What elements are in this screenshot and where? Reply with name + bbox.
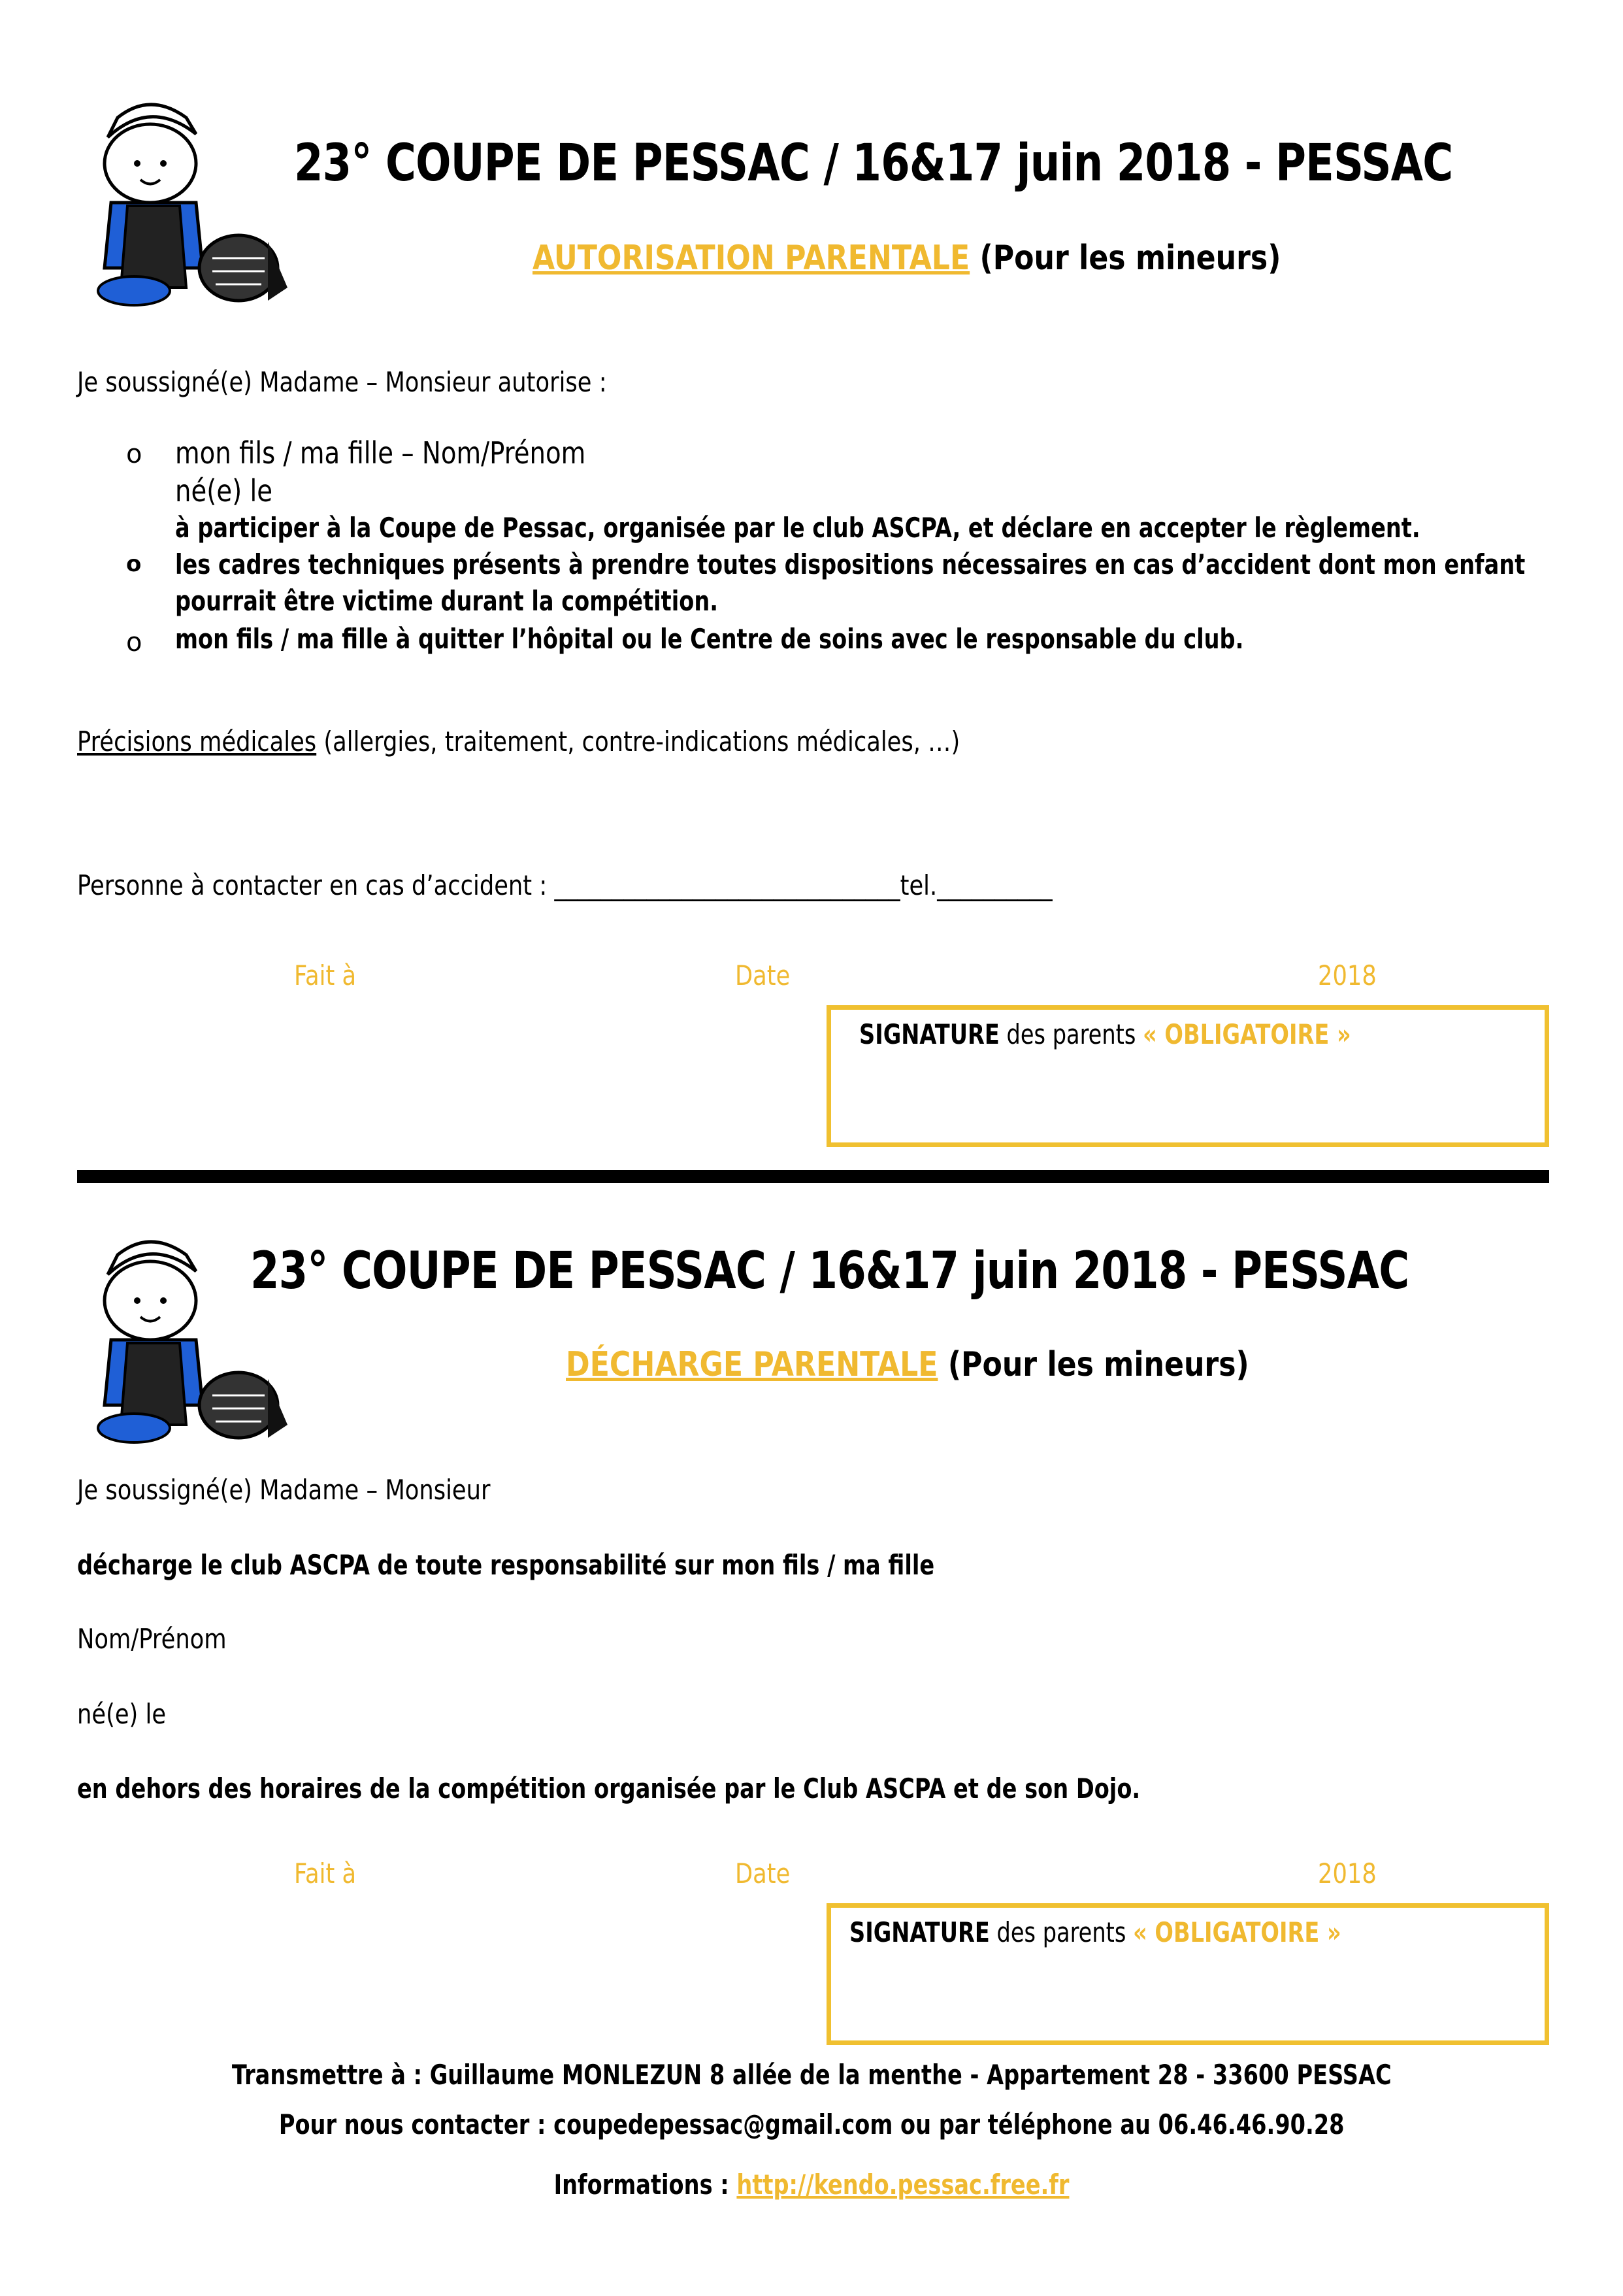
discharge-heading: DÉCHARGE PARENTALE <box>566 1345 938 1384</box>
fait-a-label: Fait à <box>294 1857 357 1889</box>
minors-note: (Pour les mineurs) <box>970 239 1281 278</box>
date-label: Date <box>735 1857 791 1889</box>
footer-transmit-wrap <box>0 2059 1623 2102</box>
authorization-heading: AUTORISATION PARENTALE <box>533 239 970 278</box>
footer-contact: Pour nous contacter : coupedepessac@gmail.com ou par téléphone au 06.46.46.90.28 <box>278 2108 1345 2140</box>
signature-parents: des parents <box>999 1018 1143 1050</box>
footer-info-label: Informations : <box>553 2169 737 2201</box>
signature-caption <box>849 1916 1341 1948</box>
year-label: 2018 <box>1318 959 1377 991</box>
emergency-contact-line: Personne à contacter en cas d’accident : ______________________________tel.__________ <box>77 869 1053 901</box>
birthdate-field-label: né(e) le <box>77 1698 167 1730</box>
section1-subtitle <box>533 239 1281 278</box>
medical-label: Précisions médicales <box>77 725 317 757</box>
bullet2-line1: les cadres techniques présents à prendre toutes dispositions nécessaires en cas d’accident dont mon enfant <box>175 548 1526 580</box>
bullet3-text: mon fils / ma fille à quitter l’hôpital ou le Centre de soins avec le responsable du club. <box>175 623 1244 655</box>
discharge-statement: décharge le club ASCPA de toute responsabilité sur mon fils / ma fille <box>77 1549 935 1581</box>
year-label: 2018 <box>1318 1857 1377 1889</box>
website-link[interactable]: http://kendo.pessac.free.fr <box>736 2169 1070 2201</box>
bullet2-line2: pourrait être victime durant la compétition. <box>175 585 719 617</box>
bullet-marker-3: o <box>126 627 142 657</box>
name-field-label: Nom/Prénom <box>77 1623 227 1655</box>
footer <box>0 2059 1623 2201</box>
section-separator <box>77 1170 1549 1183</box>
signature-mandatory: « OBLIGATOIRE » <box>1143 1018 1351 1050</box>
outside-hours-statement: en dehors des horaires de la compétition organisée par le Club ASCPA et de son Dojo. <box>77 1772 1141 1805</box>
footer-info-wrap <box>0 2169 1623 2201</box>
date-label: Date <box>735 959 791 991</box>
section1-intro: Je soussigné(e) Madame – Monsieur autorise : <box>77 366 607 398</box>
footer-contact-wrap <box>0 2108 1623 2169</box>
bullet1-line1: mon fils / ma fille – Nom/Prénom <box>175 435 586 471</box>
signature-word: SIGNATURE <box>859 1018 1000 1050</box>
medical-hint: (allergies, traitement, contre-indications médicales, …) <box>316 725 960 757</box>
bullet-marker-1: o <box>126 439 142 469</box>
section2-subtitle <box>566 1345 1249 1384</box>
fait-a-label: Fait à <box>294 959 357 991</box>
signature-parents: des parents <box>989 1916 1134 1948</box>
medical-details <box>77 725 960 757</box>
section2-intro: Je soussigné(e) Madame – Monsieur <box>77 1474 491 1506</box>
bullet1-line2: né(e) le <box>175 473 272 508</box>
signature-mandatory: « OBLIGATOIRE » <box>1133 1916 1341 1948</box>
section2-title: 23° COUPE DE PESSAC / 16&17 juin 2018 - PESSAC <box>250 1242 1409 1301</box>
footer-transmit: Transmettre à : Guillaume MONLEZUN 8 allée de la menthe - Appartement 28 - 33600 PESSAC <box>231 2059 1392 2091</box>
footer-info <box>554 2169 1070 2201</box>
bullet1-line3: à participer à la Coupe de Pessac, organisée par le club ASCPA, et déclare en accepter le règlement. <box>175 512 1420 544</box>
signature-caption <box>859 1018 1351 1050</box>
section1-title: 23° COUPE DE PESSAC / 16&17 juin 2018 - PESSAC <box>294 134 1453 193</box>
minors-note: (Pour les mineurs) <box>938 1345 1249 1384</box>
signature-word: SIGNATURE <box>849 1916 990 1948</box>
bullet-marker-2: o <box>126 551 142 577</box>
kendo-mascot-logo <box>72 92 294 314</box>
